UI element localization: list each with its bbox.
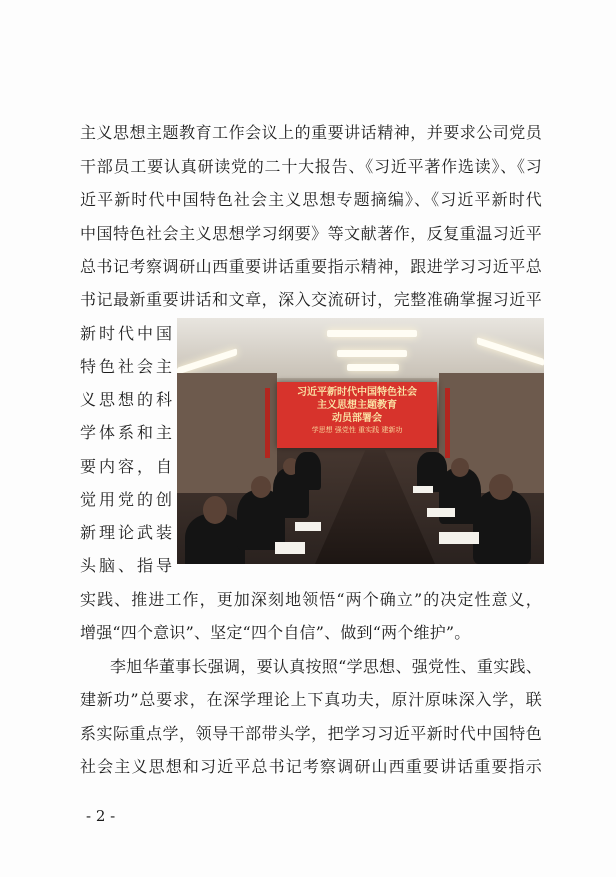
meeting-banner-screen bbox=[277, 382, 437, 448]
text-line: 主义思想主题教育工作会议上的重要讲话精神，并要求公司党员 bbox=[80, 123, 542, 142]
paper bbox=[413, 486, 433, 493]
text-line: 增强“四个意识”、坚定“四个自信”、做到“两个维护”。 bbox=[80, 623, 471, 642]
paper bbox=[295, 522, 321, 531]
ceiling-light bbox=[347, 364, 399, 371]
attendee-head bbox=[251, 476, 271, 498]
text-line: 义思想的科 bbox=[80, 390, 172, 409]
paper bbox=[275, 542, 305, 554]
text-line: 系实际重点学，领导干部带头学，把学习习近平新时代中国特色 bbox=[80, 724, 542, 743]
text-line: 书记最新重要讲话和文章，深入交流研讨，完整准确掌握习近平 bbox=[80, 290, 542, 309]
ceiling-light bbox=[327, 330, 417, 337]
banner-line: 主义思想主题教育 bbox=[317, 400, 397, 411]
meeting-photo bbox=[177, 318, 544, 564]
text-line: 学体系和主 bbox=[80, 423, 172, 442]
text-line: 干部员工要认真研读党的二十大报告、《习近平著作选读》、《习 bbox=[80, 157, 542, 176]
text-line: 总书记考察调研山西重要讲话重要指示精神，跟进学习习近平总 bbox=[80, 257, 542, 276]
text-line: 新时代中国 bbox=[80, 324, 172, 343]
attendee-head bbox=[203, 496, 227, 524]
banner-line: 学思想 强党性 重实践 建新功 bbox=[311, 426, 403, 434]
text-line: 中国特色社会主义思想学习纲要》等文献著作，反复重温习近平 bbox=[80, 224, 542, 243]
attendee-head bbox=[489, 474, 513, 500]
text-line: 实践、推进工作，更加深刻地领悟“两个确立”的决定性意义， bbox=[80, 590, 542, 609]
text-line: 头脑、指导 bbox=[80, 556, 172, 575]
flag bbox=[265, 388, 270, 458]
text-line: 李旭华董事长强调，要认真按照“学思想、强党性、重实践、 bbox=[110, 657, 542, 676]
paper bbox=[427, 508, 455, 517]
text-line: 特色社会主 bbox=[80, 357, 172, 376]
page-number: - 2 - bbox=[86, 807, 116, 825]
text-line: 觉用党的创 bbox=[80, 490, 172, 509]
text-line: 近平新时代中国特色社会主义思想专题摘编》、《习近平新时代 bbox=[80, 190, 542, 209]
banner-line: 习近平新时代中国特色社会 bbox=[297, 387, 417, 398]
flag bbox=[445, 388, 450, 458]
paper bbox=[439, 532, 479, 544]
text-line: 建新功”总要求，在深学理论上下真功夫，原汁原味深入学，联 bbox=[80, 690, 542, 709]
text-line: 要内容，自 bbox=[80, 457, 172, 476]
banner-line: 动员部署会 bbox=[332, 413, 382, 424]
attendee bbox=[473, 490, 531, 564]
attendee-head bbox=[451, 458, 469, 477]
text-line: 社会主义思想和习近平总书记考察调研山西重要讲话重要指示 bbox=[80, 757, 542, 776]
ceiling-light bbox=[337, 350, 407, 357]
text-line: 新理论武装 bbox=[80, 523, 172, 542]
photo-wall bbox=[177, 373, 277, 493]
attendee bbox=[295, 452, 321, 490]
